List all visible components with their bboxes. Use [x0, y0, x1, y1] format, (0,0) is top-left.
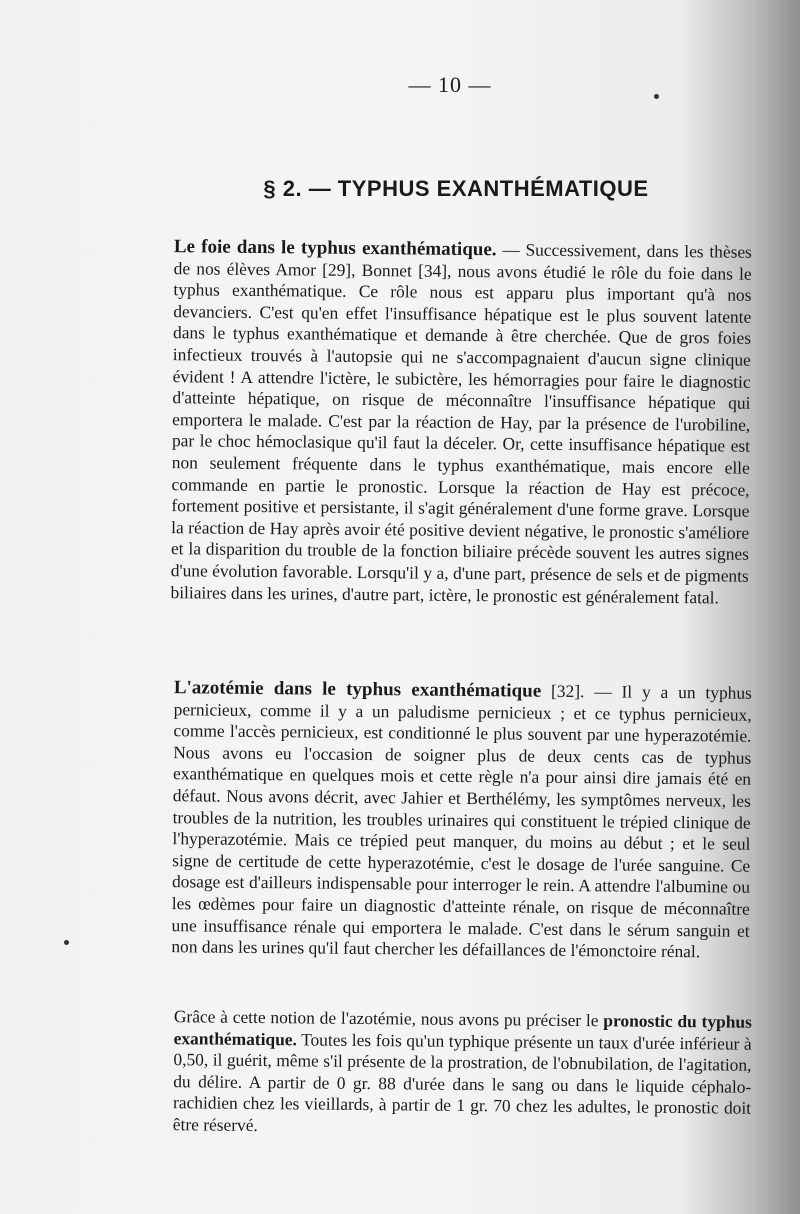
paragraph-prognosis — [155, 1006, 752, 1141]
margin-dot-left — [64, 940, 69, 945]
paragraph-text-prognosis-end: Toutes les fois qu'un typhique présente un taux d'urée inférieur à 0,50, il guérit, même s'il présente de la prostration, de l'obnubilation, de l'agitation, du délire. A partir de 0 gr. 88 d'urée dans le sang ou dans le liquide céphalo-rachidien chez les vieillards, à partir de 1 gr. 70 chez les adultes, le pronostic doit être réservé. — [172, 1028, 752, 1135]
paragraph-text-azotemia: [32]. — Il y a un typhus pernicieux, comme il y a un paludisme pernicieux ; et ce typhus pernicieux, comme l'accès pernicieux, est conditionné le plus souvent par une hyperazotémie. Nous avons eu l'occasion de soigner plus de deux cents cas de typhus exanthématique en quelques mois et cette règle n'a pour ainsi dire jamais été en défaut. Nous avons décrit, avec Jahier et Berthélémy, les symptômes nerveux, les troubles de la nutrition, les troubles urinaires qui constituent le trépied clinique de l'hyperazotémie. Mais ce trépied peut manquer, du moins au début ; et le seul signe de certitude de cette hyperazotémie, c'est le dosage de l'urée sanguine. Ce dosage est d'ailleurs indispensable pour interroger le rein. A attendre l'albumine ou les œdèmes pour faire un diagnostic d'atteinte rénale, on risque de méconnaître une insuffisance rénale qui emportera le malade. C'est dans le sérum sanguin et non dans les urines qu'il faut chercher les défaillances de l'émonctoire rénal. — [171, 680, 752, 962]
paragraph-liver — [152, 236, 751, 609]
paragraph-text-liver: — Successivement, dans les thèses de nos élèves Amor [29], Bonnet [34], nous avons étudié le rôle du foie dans le typhus exanthématique. Ce rôle nous est apparu plus important qu'à nos devanciers. C'est qu'en effet l'insuffisance hépatique est le plus souvent latente dans le typhus exanthématique et demande à être cherchée. Que de gros foies infectieux trouvés à l'autopsie qui ne s'accompagnaient d'aucun signe clinique évident ! A attendre l'ictère, le subictère, les hémorragies pour faire le diagnostic d'atteinte hépatique, on risque de méconnaître l'insuffisance hépatique qui emportera le malade. C'est par la réaction de Hay, par la présence de l'urobiline, par le choc hémoclasique qu'il faut la déceler. Or, cette insuffisance hépatique est non seulement fréquente dans le typhus exanthématique, mais encore elle commande en partie le pronostic. Lorsque la réaction de Hay est précoce, fortement positive et persistante, il s'agit généralement d'une forme grave. Lorsque la réaction de Hay après avoir été positive devient négative, le pronostic s'améliore et la disparition du trouble de la fonction biliaire précède souvent les autres signes d'une évolution favorable. Lorsqu'il y a, d'une part, présence de sels et de pigments biliaires dans les urines, d'autre part, ictère, le pronostic est généralement fatal. — [170, 239, 752, 607]
paragraph-azotemia — [153, 677, 752, 963]
margin-dot-top — [654, 94, 659, 99]
prognosis-bold-term: pronostic du typhus exanthématique. — [173, 1010, 752, 1049]
section-title: § 2. — TYPHUS EXANTHÉMATIQUE — [263, 176, 649, 201]
page-number: — 10 — — [408, 72, 492, 97]
paragraph-heading-liver: Le foie dans le typhus exanthématique. — [173, 236, 497, 261]
paragraph-heading-azotemia: L'azotémie dans le typhus exanthématique — [173, 677, 542, 702]
paragraph-text-prognosis-start: Grâce à cette notion de l'azotémie, nous avons pu préciser le — [173, 1006, 604, 1031]
